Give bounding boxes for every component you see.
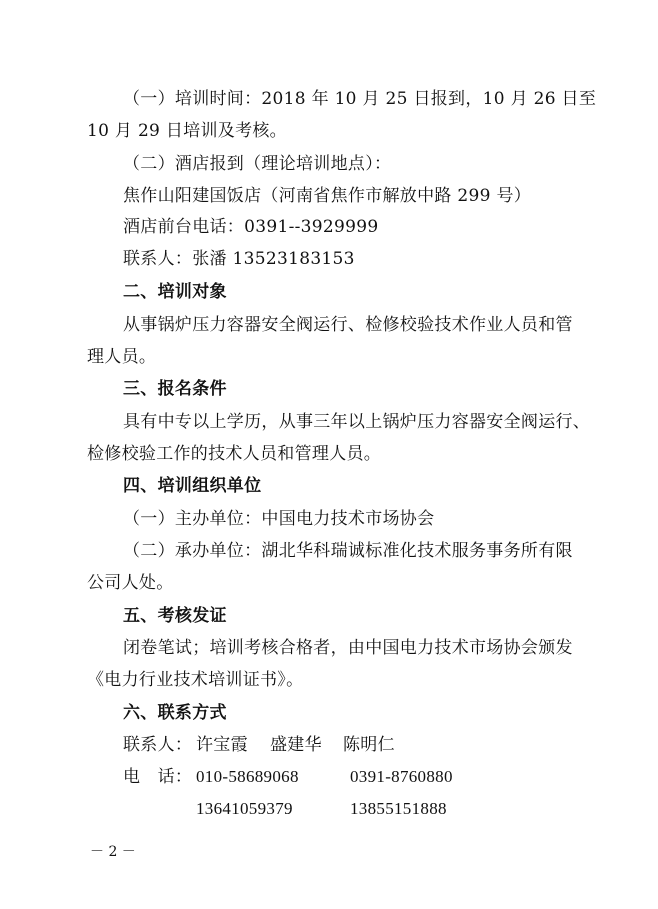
phone-3: 13641059379 (196, 799, 293, 818)
trainees-line-2: 理人员。 (87, 347, 157, 367)
organizer-line-2: 公司人处。 (87, 573, 174, 593)
training-time-line-1: （一）培训时间：2018 年 10 月 25 日报到，10 月 26 日至 (123, 89, 597, 109)
phone-2: 0391-8760880 (350, 767, 453, 786)
page-number: － 2 － (90, 844, 136, 860)
requirements-line-1: 具有中专以上学历，从事三年以上锅炉压力容器安全阀运行、 (123, 412, 591, 432)
host-unit: （一）主办单位：中国电力技术市场协会 (123, 509, 435, 529)
phone-label: 电 话： (123, 767, 193, 787)
section-title-trainees: 二、培训对象 (123, 282, 227, 302)
phone-1: 010-58689068 (196, 767, 299, 786)
contact-person-2: 盛建华 (270, 735, 322, 755)
contact-person-3: 陈明仁 (343, 735, 395, 755)
section-title-requirements: 三、报名条件 (123, 379, 227, 399)
organizer-line-1: （二）承办单位：湖北华科瑞诚标准化技术服务事务所有限 (123, 541, 573, 561)
contact-person-1: 许宝霞 (196, 735, 248, 755)
phone-4: 13855151888 (350, 799, 447, 818)
certificate-line-1: 闭卷笔试；培训考核合格者，由中国电力技术市场协会颁发 (123, 638, 573, 658)
hotel-name: 焦作山阳建国饭店（河南省焦作市解放中路 299 号） (123, 186, 532, 206)
training-time-line-2: 10 月 29 日培训及考核。 (87, 121, 287, 141)
certificate-line-2: 《电力行业技术培训证书》。 (87, 670, 304, 690)
section-title-certificate: 五、考核发证 (123, 606, 227, 626)
contacts-label: 联系人： (123, 735, 193, 755)
hotel-heading: （二）酒店报到（理论培训地点）： (123, 154, 392, 174)
requirements-line-2: 检修校验工作的技术人员和管理人员。 (87, 444, 382, 464)
section-title-contact: 六、联系方式 (123, 703, 227, 723)
hotel-contact: 联系人：张潘 13523183153 (123, 249, 355, 269)
hotel-phone: 酒店前台电话：0391--3929999 (123, 217, 379, 237)
section-title-organizers: 四、培训组织单位 (123, 476, 262, 496)
trainees-line-1: 从事锅炉压力容器安全阀运行、检修校验技术作业人员和管 (123, 315, 573, 335)
